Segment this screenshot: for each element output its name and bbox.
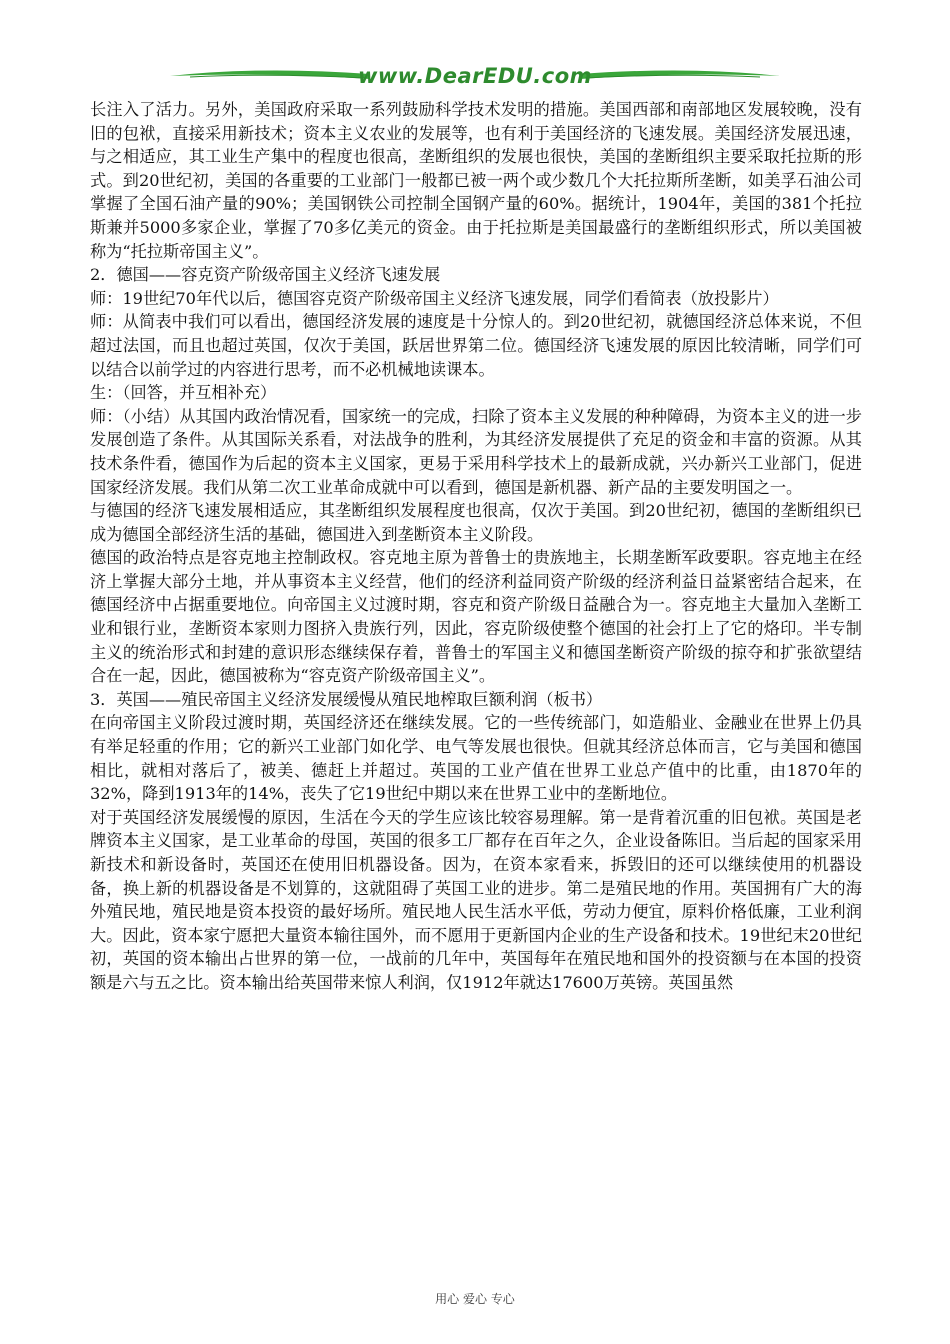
- site-logo-text: www.DearEDU.com: [357, 64, 593, 88]
- paragraph-britain-transition: 在向帝国主义阶段过渡时期，英国经济还在继续发展。它的一些传统部门，如造船业、金融业在世界上仍具有举足轻重的作用；它的新兴工业部门如化学、电气等发展也很快。但就其经济总体而言，它与美国和德国相比，就相对落后了，被美、德赶上并超过。英国的工业产值在世界工业总产值中的比重，由1870年的32%，降到1913年的14%，丧失了它19世纪中期以来在世界工业中的垄断地位。: [90, 713, 862, 804]
- site-header-banner: [170, 62, 780, 92]
- page-footer: 用心 爱心 专心: [435, 1292, 515, 1306]
- paragraph-teacher-summary: 师：（小结）从其国内政治情况看，国家统一的完成，扫除了资本主义发展的种种障碍，为资本主义的进一步发展创造了条件。从其国际关系看，对法战争的胜利，为其经济发展提供了充足的资金和丰富的资源。从其技术条件看，德国作为后起的资本主义国家，更易于采用科学技术上的最新成就，兴办新兴工业部门，促进国家经济发展。我们从第二次工业革命成就中可以看到，德国是新机器、新产品的主要发明国之一。: [90, 406, 862, 497]
- paragraph-junker-politics: 德国的政治特点是容克地主控制政权。容克地主原为普鲁士的贵族地主，长期垄断军政要职。容克地主在经济上掌握大部分土地，并从事资本主义经营，他们的经济利益同资产阶级的经济利益日益紧密结合起来，在德国经济中占据重要地位。向帝国主义过渡时期，容克和资产阶级日益融合为一。容克地主大量加入垄断工业和银行业，垄断资本家则力图挤入贵族行列，因此，容克阶级使整个德国的社会打上了它的烙印。半专制主义的统治形式和封建的意识形态继续保存着，普鲁士的军国主义和德国垄断资产阶级的掠夺和扩张欲望结合在一起，因此，德国被称为“容克资产阶级帝国主义”。: [90, 548, 862, 686]
- paragraph-german-monopoly: 与德国的经济飞速发展相适应，其垄断组织发展程度也很高，仅次于美国。到20世纪初，德国的垄断组织已成为德国全部经济生活的基础，德国进入到垄断资本主义阶段。: [90, 501, 862, 544]
- paragraph-us-trusts: 长注入了活力。另外，美国政府采取一系列鼓励科学技术发明的措施。美国西部和南部地区发展较晚，没有旧的包袱，直接采用新技术；资本主义农业的发展等，也有利于美国经济的飞速发展。美国经济发展迅速，与之相适应，其工业生产集中的程度也很高，垄断组织的发展也很快，美国的垄断组织主要采取托拉斯的形式。到20世纪初，美国的各重要的工业部门一般都已被一两个或少数几个大托拉斯所垄断，如美孚石油公司掌握了全国石油产量的90%；美国钢铁公司控制全国钢产量的60%。据统计，1904年，美国的381个托拉斯兼并5000多家企业，掌握了70多亿美元的资金。由于托拉斯是美国最盛行的垄断组织形式，所以美国被称为“托拉斯帝国主义”。: [90, 100, 862, 261]
- section-heading-britain: 3．英国——殖民帝国主义经济发展缓慢从殖民地榨取巨额利润（板书）: [90, 689, 603, 709]
- paragraph-student-answer: 生：（回答，并互相补充）: [90, 383, 277, 403]
- section-heading-germany: 2．德国——容克资产阶级帝国主义经济飞速发展: [90, 265, 441, 285]
- paragraph-teacher-table-analysis: 师：从简表中我们可以看出，德国经济发展的速度是十分惊人的。到20世纪初，就德国经济总体来说，不但超过法国，而且也超过英国，仅次于美国，跃居世界第二位。德国经济飞速发展的原因比较清晰，同学们可以结合以前学过的内容进行思考，而不必机械地读课本。: [90, 312, 862, 379]
- paragraph-teacher-intro-germany: 师：19世纪70年代以后，德国容克资产阶级帝国主义经济飞速发展，同学们看简表（放投影片）: [90, 288, 779, 308]
- paragraph-britain-slow-causes: 对于英国经济发展缓慢的原因，生活在今天的学生应该比较容易理解。第一是背着沉重的旧包袱。英国是老牌资本主义国家，是工业革命的母国，英国的很多工厂都存在百年之久，企业设备陈旧。当后起的国家采用新技术和新设备时，英国还在使用旧机器设备。因为，在资本家看来，拆毁旧的还可以继续使用的机器设备，换上新的机器设备是不划算的，这就阻碍了英国工业的进步。第二是殖民地的作用。英国拥有广大的海外殖民地，殖民地是资本投资的最好场所。殖民地人民生活水平低，劳动力便宜，原料价格低廉，工业利润大。因此，资本家宁愿把大量资本输往国外，而不愿用于更新国内企业的生产设备和技术。19世纪末20世纪初，英国的资本输出占世界的第一位，一战前的几年中，英国每年在殖民地和国外的投资额与在本国的投资额是六与五之比。资本输出给英国带来惊人利润，仅1912年就达17600万英镑。英国虽然: [90, 807, 862, 992]
- document-body: [90, 98, 862, 995]
